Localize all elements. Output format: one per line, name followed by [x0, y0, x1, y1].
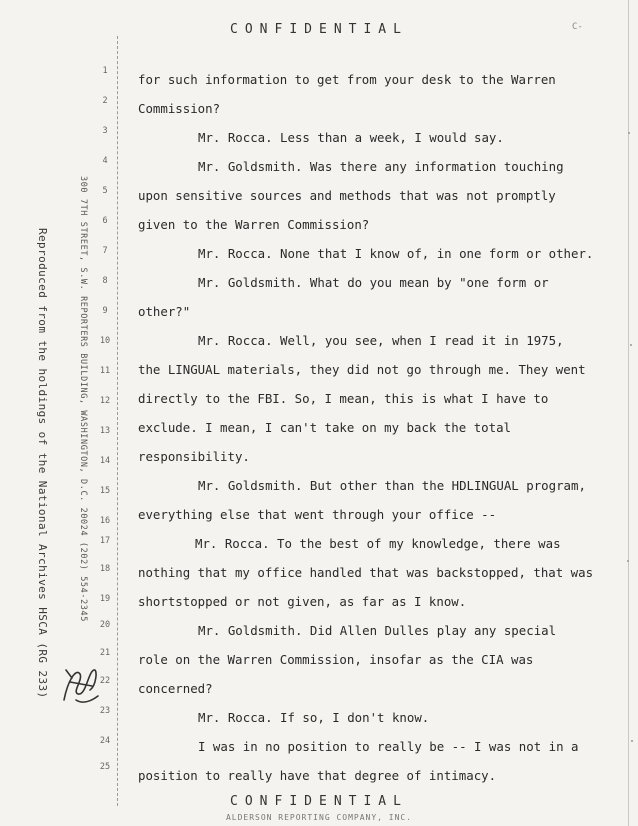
- line-number: 20: [99, 620, 111, 630]
- line-number: 23: [99, 706, 111, 716]
- transcript-line: Mr. Rocca. Less than a week, I would say.: [198, 130, 504, 145]
- line-number: 24: [99, 736, 111, 746]
- reproduced-note: Reproduced from the holdings of the National Archives HSCA (RG 233): [36, 228, 49, 699]
- scan-speck: [628, 132, 630, 134]
- transcript-line: Mr. Goldsmith. What do you mean by "one form or: [198, 275, 549, 290]
- line-number: 15: [99, 486, 111, 496]
- margin-rule: [117, 36, 118, 806]
- line-number: 14: [99, 456, 111, 466]
- line-number: 5: [102, 186, 108, 196]
- transcript-line: Mr. Goldsmith. Did Allen Dulles play any special: [198, 623, 557, 638]
- transcript-line: Mr. Rocca. If so, I don't know.: [198, 710, 430, 725]
- line-number: 9: [102, 306, 108, 316]
- line-number: 19: [99, 594, 111, 604]
- transcript-line: other?": [138, 304, 191, 319]
- line-number: 3: [102, 126, 108, 136]
- line-number: 16: [99, 516, 111, 526]
- scan-speck: [627, 560, 629, 562]
- transcript-line: given to the Warren Commission?: [138, 217, 370, 232]
- line-number: 13: [99, 426, 111, 436]
- scan-speck: [630, 344, 632, 346]
- transcript-line: I was in no position to really be -- I was not in a: [198, 739, 579, 754]
- line-number: 11: [99, 366, 111, 376]
- reporter-address: 300 7TH STREET, S.W. REPORTERS BUILDING, WASHINGTON, D.C. 20024 (202) 554-2345: [78, 176, 88, 622]
- transcript-line: upon sensitive sources and methods that was not promptly: [138, 188, 556, 203]
- line-number: 2: [102, 96, 108, 106]
- reporting-company: ALDERSON REPORTING COMPANY, INC.: [225, 813, 413, 822]
- transcript-line: Mr. Rocca. None that I know of, in one form or other.: [198, 246, 594, 261]
- line-number: 18: [99, 564, 111, 574]
- transcript-line: Mr. Rocca. Well, you see, when I read it in 1975,: [198, 333, 564, 348]
- transcript-line: concerned?: [138, 681, 213, 696]
- transcript-line: role on the Warren Commission, insofar as the CIA was: [138, 652, 534, 667]
- transcript-line: the LINGUAL materials, they did not go through me. They went: [138, 362, 586, 377]
- transcript-line: shortstopped or not given, as far as I know.: [138, 594, 467, 609]
- line-number: 6: [102, 216, 108, 226]
- corner-mark: C-: [572, 22, 583, 32]
- line-number: 10: [99, 336, 111, 346]
- scan-speck: [631, 740, 633, 742]
- transcript-line: directly to the FBI. So, I mean, this is what I have to: [138, 391, 549, 406]
- transcript-line: Commission?: [138, 101, 221, 116]
- right-edge-line: [628, 0, 629, 826]
- line-number: 4: [102, 156, 108, 166]
- transcript-line: for such information to get from your desk to the Warren: [138, 72, 556, 87]
- transcript-line: exclude. I mean, I can't take on my back the total: [138, 420, 511, 435]
- transcript-line: position to really have that degree of intimacy.: [138, 768, 497, 783]
- transcript-line: responsibility.: [138, 449, 250, 464]
- line-number: 17: [99, 536, 111, 546]
- line-number: 25: [99, 762, 111, 772]
- line-number: 22: [99, 676, 111, 686]
- transcript-line: Mr. Goldsmith. But other than the HDLINGUAL program,: [198, 478, 586, 493]
- transcript-line: Mr. Rocca. To the best of my knowledge, there was: [195, 536, 561, 551]
- transcript-line: everything else that went through your office --: [138, 507, 497, 522]
- line-number: 8: [102, 276, 108, 286]
- line-number: 21: [99, 648, 111, 658]
- transcript-line: Mr. Goldsmith. Was there any information touching: [198, 159, 564, 174]
- line-number: 1: [102, 66, 108, 76]
- footer-confidential: CONFIDENTIAL: [230, 794, 408, 809]
- header-confidential: CONFIDENTIAL: [230, 22, 408, 37]
- transcript-line: nothing that my office handled that was backstopped, that was: [138, 565, 594, 580]
- line-number: 12: [99, 396, 111, 406]
- line-number: 7: [102, 246, 108, 256]
